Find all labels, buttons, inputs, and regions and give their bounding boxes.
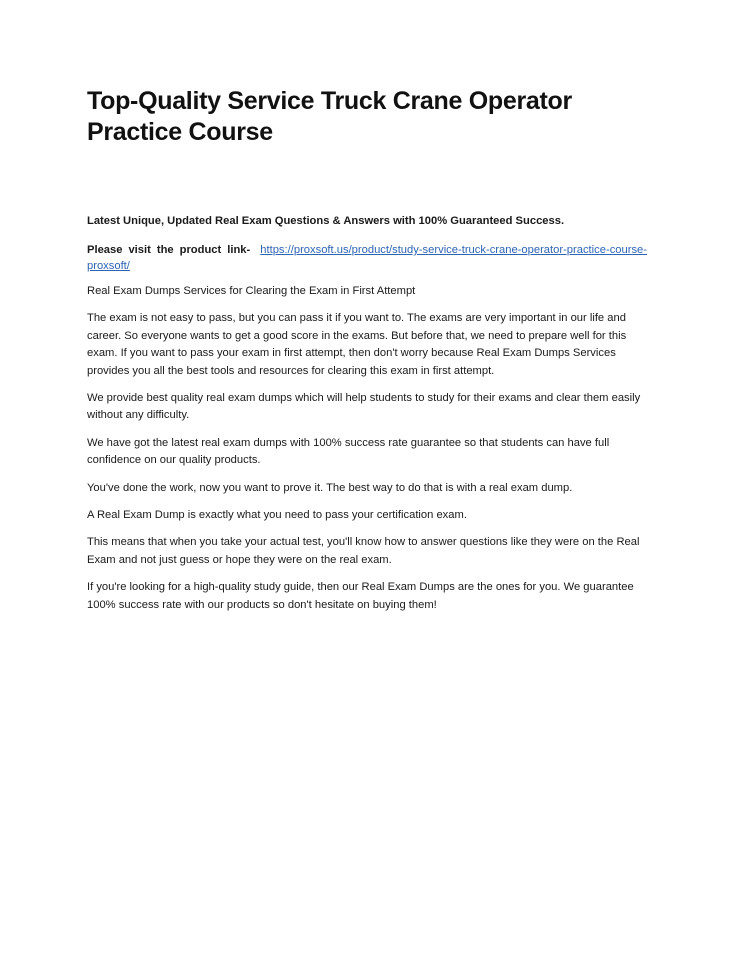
subtitle: Latest Unique, Updated Real Exam Questions & Answers with 100% Guaranteed Success. xyxy=(87,215,565,227)
paragraph: The exam is not easy to pass, but you can pass it if you want to. The exams are very important in our life and career. So everyone wants to get a good score in the exams. But before that, we need to prepare well for this exam. If you want to pass your exam in first attempt, then don't worry because Real Exam Dumps Services provides you all the best tools and resources for clearing this exam in first attempt. xyxy=(87,312,627,377)
paragraph: A Real Exam Dump is exactly what you need to pass your certification exam. xyxy=(87,509,467,522)
document-page xyxy=(87,86,647,614)
paragraph: We provide best quality real exam dumps which will help students to study for their exams and clear them easily without any difficulty. xyxy=(87,392,641,422)
page-title: Top-Quality Service Truck Crane Operator Practice Course xyxy=(87,87,572,146)
paragraph: You've done the work, now you want to prove it. The best way to do that is with a real exam dump. xyxy=(87,481,573,494)
paragraph-heading: Real Exam Dumps Services for Clearing the Exam in First Attempt xyxy=(87,285,416,297)
product-link[interactable]: https://proxsoft.us/product/study-service-truck-crane-operator-practice-course-proxsoft/ xyxy=(87,244,647,272)
visit-label: Please visit the product link- xyxy=(87,244,251,256)
paragraph: We have got the latest real exam dumps with 100% success rate guarantee so that students can have full confidence on our quality products. xyxy=(87,436,610,467)
paragraph: If you're looking for a high-quality study guide, then our Real Exam Dumps are the ones for you. We guarantee 100% success rate with our products so don't hesitate on buying them! xyxy=(87,581,634,611)
product-link-line xyxy=(87,242,647,274)
paragraph: This means that when you take your actual test, you'll know how to answer questions like they were on the Real Exam and not just guess or hope they were on the real exam. xyxy=(87,536,640,566)
